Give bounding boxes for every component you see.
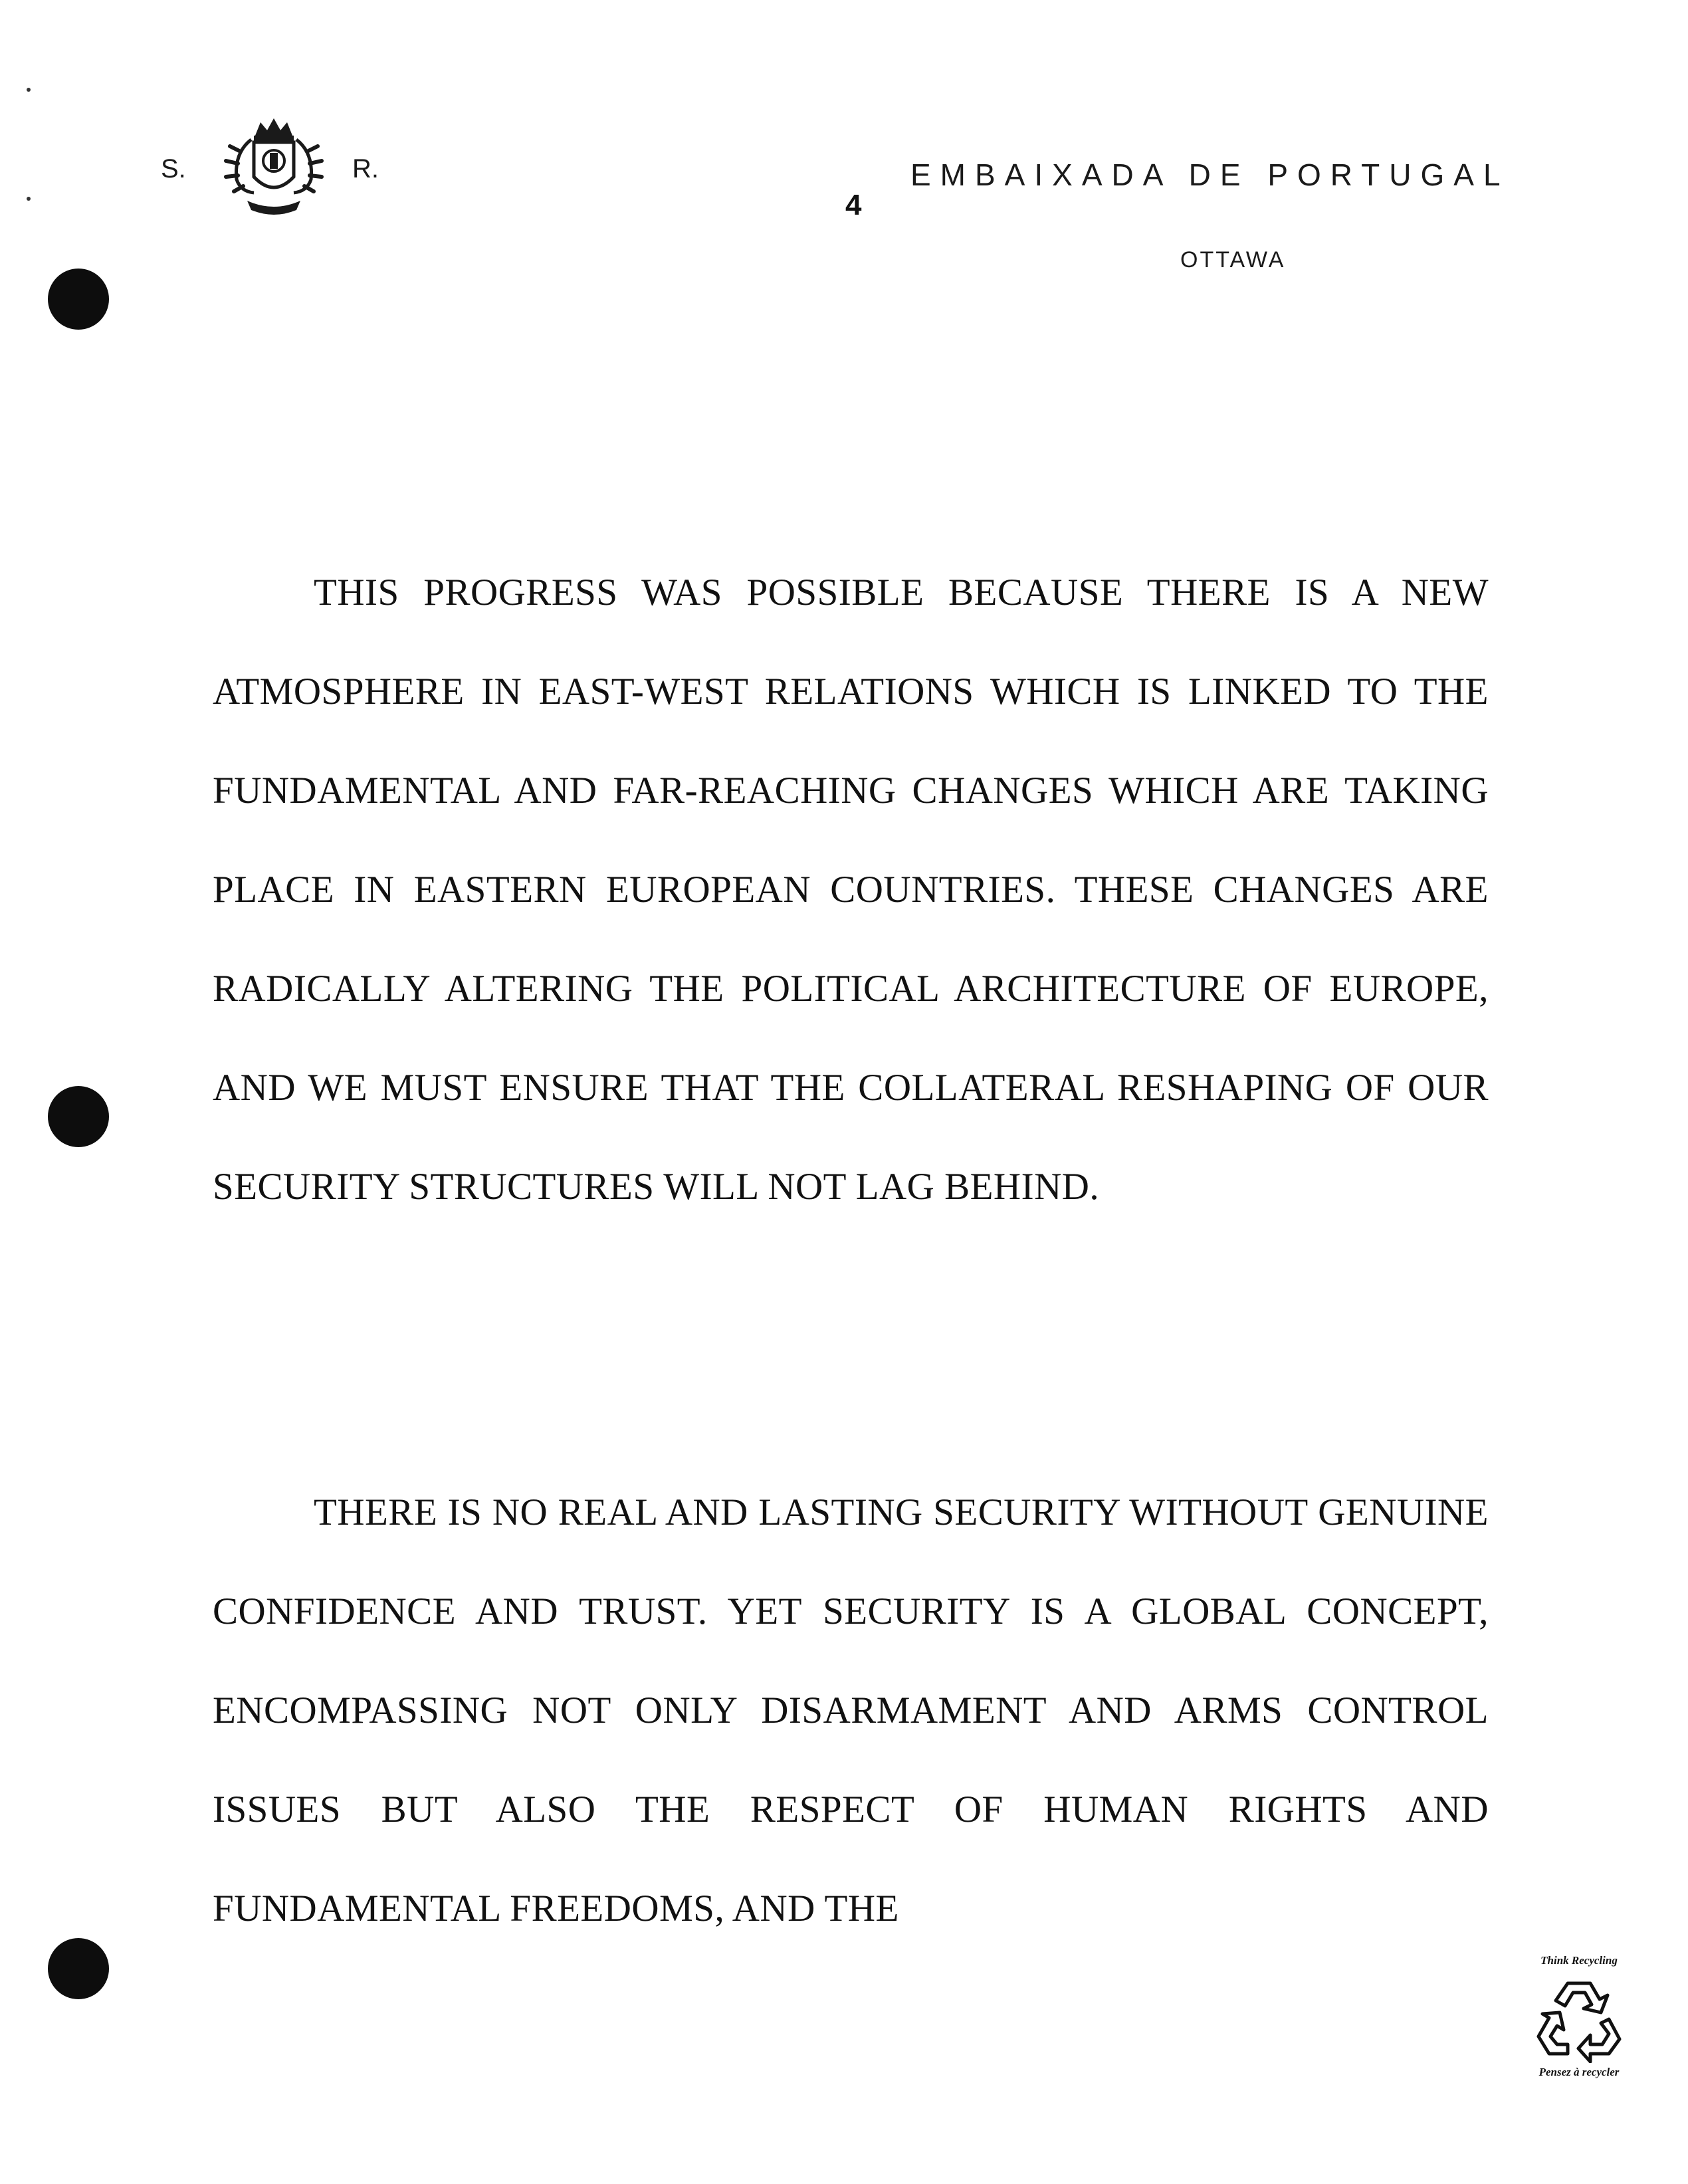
header-letter-r: R. [352,154,379,183]
body-paragraph: THERE IS NO REAL AND LASTING SECURITY WITHOUT GENUINE CONFIDENCE AND TRUST. YET SECURITY IS A GLOBAL CONCEPT, ENCOMPASSING NOT ONLY DISARMAMENT AND ARMS CONTROL ISSUES BUT ALSO THE RESPECT OF HUMAN RIGHTS AND FUNDAMENTAL FREEDOMS, AND THE [213,1491,1489,1929]
body-paragraph: THIS PROGRESS WAS POSSIBLE BECAUSE THERE IS A NEW ATMOSPHERE IN EAST-WEST RELATIONS WHICH IS LINKED TO THE FUNDAMENTAL AND FAR-REACHING CHANGES WHICH ARE TAKING PLACE IN EASTERN EUROPEAN COUNTRIES. THESE CHANGES ARE RADICALLY ALTERING THE POLITICAL ARCHITECTURE OF EUROPE, AND WE MUST ENSURE THAT THE COLLATERAL RESHAPING OF OUR SECURITY STRUCTURES WILL NOT LAG BEHIND. [213,572,1489,1208]
header-letter-s: S. [161,154,186,183]
scan-speck [27,88,31,92]
binder-hole [48,1938,109,1999]
page-number: 4 [845,189,862,221]
recycle-mark [1526,1954,1632,2091]
city-name: OTTAWA [1180,247,1286,273]
scan-speck [27,197,31,201]
recycle-icon [1529,1970,1629,2063]
binder-hole [48,269,109,330]
recycle-caption-bottom: Pensez à recycler [1538,2066,1620,2078]
coat-of-arms-icon [214,113,334,219]
embassy-name: EMBAIXADA DE PORTUGAL [910,158,1510,192]
binder-hole [48,1086,109,1147]
recycle-caption-top: Think Recycling [1540,1954,1618,1967]
